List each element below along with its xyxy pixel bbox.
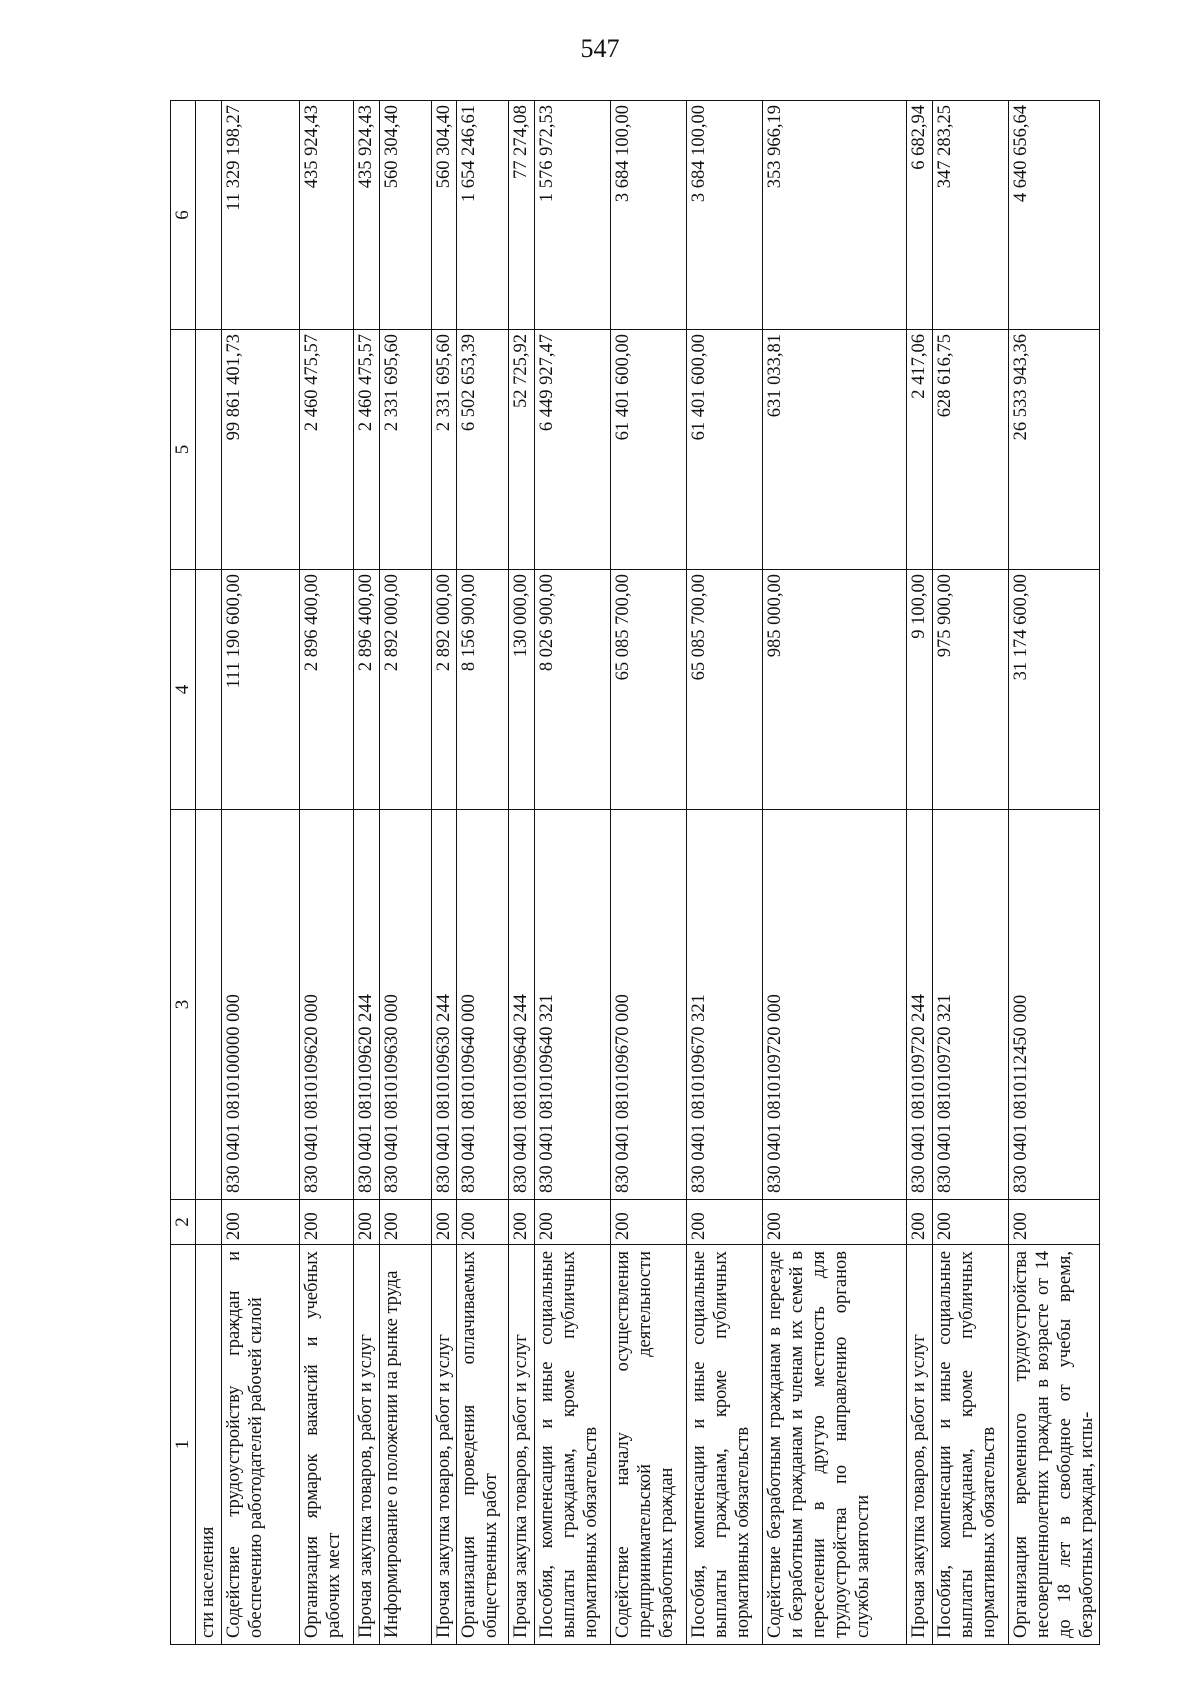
row-value6-cell: 6 682,94: [907, 101, 933, 330]
row-code-cell: 830 0401 0810109630 000: [379, 810, 431, 1200]
row-name-cell: Прочая закупка товаров, работ и услуг: [509, 1245, 535, 1645]
row-value5-cell: 2 460 475,57: [353, 330, 379, 570]
row-value5-cell: 2 331 695,60: [379, 330, 431, 570]
row-code-cell: 830 0401 0810109720 000: [763, 810, 907, 1200]
row-value6-cell: 11 329 198,27: [221, 101, 299, 330]
row-name-cell: Содействие безработным гражданам в переезде и безработным гражданам и членам их семей в переселении в другую местность для трудоустройства по направлению органов службы занятости: [763, 1245, 907, 1645]
row-value5-cell: 2 417,06: [907, 330, 933, 570]
row-value6-cell: 560 304,40: [431, 101, 457, 330]
row-value6-cell: 77 274,08: [509, 101, 535, 330]
row-col2-cell: 200: [457, 1200, 509, 1245]
row-name-cell: Пособия, компенсации и иные социальные выплаты гражданам, кроме публичных нормативных обязательств: [933, 1245, 1009, 1645]
row-value4-cell: 2 896 400,00: [353, 570, 379, 810]
row-value5-cell: 99 861 401,73: [221, 330, 299, 570]
row-code-cell: 830 0401 0810109640 244: [509, 810, 535, 1200]
header-cell: 2: [171, 1200, 196, 1245]
row-code-cell: 830 0401 0810109720 321: [933, 810, 1009, 1200]
row-code-cell: 830 0401 0810112450 000: [1009, 810, 1100, 1200]
row-name-cell: Организация проведения оплачиваемых общественных работ: [457, 1245, 509, 1645]
row-value4-cell: 31 174 600,00: [1009, 570, 1100, 810]
row-name-cell: Пособия, компенсации и иные социальные выплаты гражданам, кроме публичных нормативных обязательств: [535, 1245, 611, 1645]
row-value5-cell: 6 502 653,39: [457, 330, 509, 570]
row-col2-cell: [196, 1200, 222, 1245]
header-cell: 6: [171, 101, 196, 330]
table-row: [687, 101, 763, 1645]
row-code-cell: 830 0401 0810109670 321: [687, 810, 763, 1200]
table-row: [509, 101, 535, 1645]
row-value4-cell: 2 896 400,00: [299, 570, 353, 810]
row-name-cell: Содействие трудоустройству граждан и обеспечению работодателей рабочей силой: [221, 1245, 299, 1645]
row-value4-cell: 130 000,00: [509, 570, 535, 810]
row-col2-cell: 200: [221, 1200, 299, 1245]
row-value6-cell: 560 304,40: [379, 101, 431, 330]
row-col2-cell: 200: [763, 1200, 907, 1245]
row-value6-cell: 4 640 656,64: [1009, 101, 1100, 330]
row-col2-cell: 200: [379, 1200, 431, 1245]
row-value4-cell: [196, 570, 222, 810]
row-col2-cell: 200: [611, 1200, 687, 1245]
row-value5-cell: 61 401 600,00: [611, 330, 687, 570]
row-code-cell: 830 0401 0810109640 000: [457, 810, 509, 1200]
row-value6-cell: 3 684 100,00: [687, 101, 763, 330]
row-code-cell: [196, 810, 222, 1200]
table-row: [1009, 101, 1100, 1645]
row-value6-cell: 435 924,43: [353, 101, 379, 330]
row-value4-cell: 975 900,00: [933, 570, 1009, 810]
table-row: [763, 101, 907, 1645]
row-col2-cell: 200: [509, 1200, 535, 1245]
row-col2-cell: 200: [431, 1200, 457, 1245]
row-value4-cell: 9 100,00: [907, 570, 933, 810]
row-value5-cell: 631 033,81: [763, 330, 907, 570]
row-col2-cell: 200: [933, 1200, 1009, 1245]
row-code-cell: 830 0401 0810109670 000: [611, 810, 687, 1200]
table-row: [196, 101, 222, 1645]
row-code-cell: 830 0401 0810109620 244: [353, 810, 379, 1200]
table-row: [299, 101, 353, 1645]
header-cell: 5: [171, 330, 196, 570]
row-value5-cell: 2 331 695,60: [431, 330, 457, 570]
header-cell: 1: [171, 1245, 196, 1645]
row-name-cell: Содействие началу осуществления предпринимательской деятельности безработных граждан: [611, 1245, 687, 1645]
row-name-cell: Прочая закупка товаров, работ и услуг: [431, 1245, 457, 1645]
row-name-cell: Организация временного трудоустройства несовершеннолетних граждан в возрасте от 14 до 18 лет в свободное от учебы время, безработных граждан, испы-: [1009, 1245, 1100, 1645]
table-row: [611, 101, 687, 1645]
row-value6-cell: 1 576 972,53: [535, 101, 611, 330]
row-value4-cell: 111 190 600,00: [221, 570, 299, 810]
row-value5-cell: 61 401 600,00: [687, 330, 763, 570]
row-value5-cell: 2 460 475,57: [299, 330, 353, 570]
row-value6-cell: 347 283,25: [933, 101, 1009, 330]
row-value6-cell: 3 684 100,00: [611, 101, 687, 330]
row-value4-cell: 8 026 900,00: [535, 570, 611, 810]
table-row: [353, 101, 379, 1645]
table-row: [221, 101, 299, 1645]
header-row: [171, 101, 196, 1645]
row-value6-cell: [196, 101, 222, 330]
row-value4-cell: 65 085 700,00: [611, 570, 687, 810]
table-row: [907, 101, 933, 1645]
row-value4-cell: 2 892 000,00: [431, 570, 457, 810]
row-col2-cell: 200: [687, 1200, 763, 1245]
row-col2-cell: 200: [299, 1200, 353, 1245]
row-value4-cell: 8 156 900,00: [457, 570, 509, 810]
rotated-table-container: [170, 101, 1097, 1645]
row-code-cell: 830 0401 0810109620 000: [299, 810, 353, 1200]
row-value5-cell: 6 449 927,47: [535, 330, 611, 570]
row-name-cell: сти населения: [196, 1245, 222, 1645]
row-value5-cell: 628 616,75: [933, 330, 1009, 570]
row-col2-cell: 200: [1009, 1200, 1100, 1245]
row-value4-cell: 2 892 000,00: [379, 570, 431, 810]
table-row: [535, 101, 611, 1645]
header-cell: 4: [171, 570, 196, 810]
table-area: [170, 101, 1097, 1645]
table-row: [457, 101, 509, 1645]
table-row: [431, 101, 457, 1645]
row-value4-cell: 65 085 700,00: [687, 570, 763, 810]
row-value4-cell: 985 000,00: [763, 570, 907, 810]
row-name-cell: Информирование о положении на рынке труда: [379, 1245, 431, 1645]
row-name-cell: Пособия, компенсации и иные социальные выплаты гражданам, кроме публичных нормативных обязательств: [687, 1245, 763, 1645]
row-col2-cell: 200: [353, 1200, 379, 1245]
row-value5-cell: 52 725,92: [509, 330, 535, 570]
row-name-cell: Прочая закупка товаров, работ и услуг: [353, 1245, 379, 1645]
row-name-cell: Прочая закупка товаров, работ и услуг: [907, 1245, 933, 1645]
row-value5-cell: [196, 330, 222, 570]
page-number: 547: [580, 34, 620, 63]
row-code-cell: 830 0401 0810109640 321: [535, 810, 611, 1200]
row-col2-cell: 200: [535, 1200, 611, 1245]
row-value6-cell: 353 966,19: [763, 101, 907, 330]
row-value5-cell: 26 533 943,36: [1009, 330, 1100, 570]
row-value6-cell: 1 654 246,61: [457, 101, 509, 330]
row-value6-cell: 435 924,43: [299, 101, 353, 330]
table-row: [933, 101, 1009, 1645]
row-code-cell: 830 0401 0810100000 000: [221, 810, 299, 1200]
row-code-cell: 830 0401 0810109720 244: [907, 810, 933, 1200]
budget-table: [170, 100, 1100, 1645]
row-col2-cell: 200: [907, 1200, 933, 1245]
row-name-cell: Организация ярмарок вакансий и учебных рабочих мест: [299, 1245, 353, 1645]
table-row: [379, 101, 431, 1645]
header-cell: 3: [171, 810, 196, 1200]
row-code-cell: 830 0401 0810109630 244: [431, 810, 457, 1200]
